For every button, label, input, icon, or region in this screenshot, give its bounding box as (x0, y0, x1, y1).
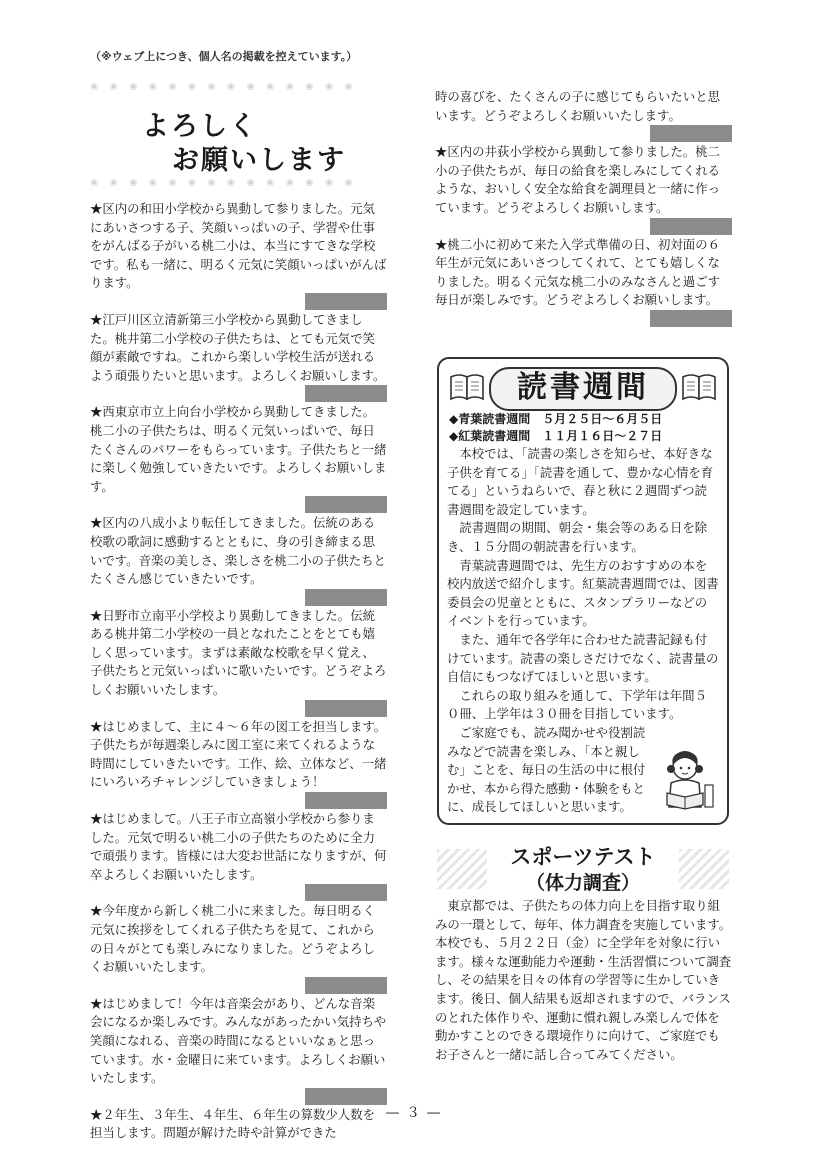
sports-test-header (437, 843, 729, 899)
message-text: ★区内の八成小より転任してきました。伝統のある校歌の歌詞に感動するとともに、身の引き締まる思いです。音楽の美しさ、楽しさを桃二小の子供たちとたくさん感じていきたいです。 (90, 515, 386, 587)
staff-message (90, 902, 387, 993)
title-line-1: よろしく (142, 111, 258, 142)
message-text: ★今年度から新しく桃二小に来ました。毎日明るく元気に挨拶をしてくれる子供たちを見て、これからの日々がとても楽しみになりました。どうぞよろしくお願いいたします。 (90, 903, 375, 975)
message-text: ★区内の井荻小学校から異動して参りました。桃二小の子供たちが、毎日の給食を楽しみにしてくれるような、おいしく安全な給食を調理員と一緒に作っています。どうぞよろしくお願いします。 (435, 144, 720, 215)
reading-week-box (437, 357, 729, 825)
greeting-title-block (90, 82, 390, 192)
staff-message (90, 403, 387, 513)
redacted-name (305, 884, 387, 901)
redacted-name (305, 589, 387, 606)
redacted-name (650, 125, 732, 142)
message-text: ★２年生、３年生、４年生、６年生の算数少人数を担当します。問題が解けた時や計算ができた (90, 1106, 375, 1141)
reading-paragraph: ご家庭でも、読み聞かせや役割読みなどで読書を楽しみ、「本と親しむ」ことを、毎日の生活の中に根付かせ、本から得た感動・体験をもとに、成長してほしいと思います。 (447, 724, 646, 815)
message-text: ★江戸川区立清新第三小学校から異動してきました。桃井第二小学校の子供たちは、とても元気で笑顔が素敵ですね。これから楽しい学校生活が送れるよう頑張りたいと思います。よろしくお願いします。 (90, 311, 386, 383)
title-line-2: お願いします (172, 145, 346, 176)
sports-paragraph: 東京都では、子供たちの体力向上を目指す取り組みの一環として、毎年、体力調査を実施しています。本校でも、５月２２日（金）に全学年を対象に行います。様々な運動能力や運動・生活習慣について調査し、その結果を日々の体育の学習等に生かしていきます。後日、個人結果も返却されますので、バランスのとれた体作りや、運動に慣れ親しみ楽しんで体を動かすことのできる環境作りに向けて、ご家庭でもお子さんと一緒に話し合ってみてください。 (435, 898, 732, 1062)
redacted-name (650, 310, 732, 327)
decorative-border-top: ❀ ❀ ❀ ❀ ❀ ❀ ❀ ❀ ❀ ❀ ❀ ❀ ❀ ❀ (90, 82, 357, 93)
staff-message (90, 995, 387, 1105)
redacted-name (305, 700, 387, 717)
page-number: — ３ — (385, 1105, 442, 1121)
message-text: ★はじめまして、主に４〜６年の図工を担当します。子供たちが毎週楽しみに図工室に来てくれるような時間にしていきたいです。工作、絵、立体など、一緒にいろいろチャレンジしていきましょう！ (90, 718, 387, 790)
staff-message (90, 200, 387, 310)
aoba-week-dates: ◆青葉読書週間 ５月２５日〜６月５日 (449, 412, 663, 426)
reading-week-title: 読書週間 (489, 367, 677, 411)
reading-paragraph: 青葉読書週間では、先生方のおすすめの本を校内放送で紹介します。紅葉読書週間では、図書委員会の児童とともに、スタンプラリーなどのイベントを行っています。 (447, 557, 719, 629)
staff-message (435, 88, 732, 142)
reading-paragraph: これらの取り組みを通して、下学年は年間５０冊、上学年は３０冊を目指しています。 (447, 687, 707, 722)
staff-message (435, 236, 732, 327)
privacy-notice: （※ウェブ上につき、個人名の掲載を控えています。） (90, 50, 358, 63)
right-column-messages (435, 88, 732, 328)
message-text: 時の喜びを、たくさんの子に感じてもらいたいと思います。どうぞよろしくお願いいたします。 (435, 89, 720, 123)
sports-test-title: スポーツテスト (510, 845, 656, 869)
staff-message (435, 143, 732, 234)
staff-message (90, 514, 387, 605)
decorative-border-bottom: ❀ ❀ ❀ ❀ ❀ ❀ ❀ ❀ ❀ ❀ ❀ ❀ ❀ ❀ (90, 178, 357, 189)
reading-paragraph: 読書週間の期間、朝会・集会等のある日を除き、１５分間の朝読書を行います。 (447, 520, 708, 554)
staff-message (90, 311, 387, 402)
reading-paragraph: 本校では、「読書の楽しさを知らせ、本好きな子供を育てる」「読書を通して、豊かな心情を育てる」というねらいで、春と秋に２週間ずつ読書週間を設定しています。 (447, 446, 714, 517)
redacted-name (305, 792, 387, 809)
momiji-week-dates: ◆紅葉読書週間 １１月１６日〜２７日 (449, 429, 663, 443)
message-text: ★はじめまして。八王子市立高嶺小学校から参りました。元気で明るい桃二小の子供たちのために全力で頑張ります。皆様には大変お世話になりますが、何卒よろしくお願いいたします。 (90, 811, 387, 882)
sports-test-subtitle: （体力調査） (525, 872, 640, 894)
left-column-messages (90, 200, 387, 1144)
redacted-name (305, 496, 387, 513)
staff-message (90, 607, 387, 717)
sports-test-body (435, 897, 732, 1064)
reading-paragraph: また、通年で各学年に合わせた読書記録も付けています。読書の楽しさだけでなく、読書量の自信にもつなげてほしいと思います。 (447, 631, 719, 685)
message-text: ★桃二小に初めて来た入学式準備の日、初対面の６年生が元気にあいさつしてくれて、とても嬉しくなりました。明るく元気な桃二小のみなさんと過ごす毎日が楽しみです。どうぞよろしくお願いします。 (435, 236, 720, 308)
open-book-icon (681, 371, 717, 405)
staff-message (90, 810, 387, 901)
redacted-name (305, 977, 387, 994)
reading-week-header (447, 367, 719, 411)
staff-message (90, 718, 387, 809)
reading-girl-illustration (655, 749, 717, 815)
message-text: ★日野市立南平小学校より異動してきました。伝統ある桃井第二小学校の一員となれたことをとても嬉しく思っています。まずは素敵な校歌を早く覚え、子供たちと元気いっぱいに歌いたいです。どうぞよろしくお願いいたします。 (90, 607, 387, 698)
message-text: ★はじめまして！今年は音楽会があり、どんな音楽会になるか楽しみです。みんながあったかい気持ちや笑顔になれる、音楽の時間になるといいなぁと思っています。水・金曜日に来ています。よろしくお願いいたします。 (90, 995, 387, 1086)
redacted-name (305, 385, 387, 402)
message-text: ★区内の和田小学校から異動して参りました。元気にあいさつする子、笑顔いっぱいの子、学習や仕事をがんばる子がいる桃二小は、本当にすてきな学校です。私も一緒に、明るく元気に笑顔いっぱいがんばります。 (90, 201, 387, 291)
message-text: ★西東京市立上向台小学校から異動してきました。桃二小の子供たちは、明るく元気いっぱいで、毎日たくさんのパワーをもらっています。子供たちと一緒に楽しく勉強していきたいです。よろしくお願いします。 (90, 404, 387, 494)
redacted-name (305, 293, 387, 310)
open-book-icon (449, 371, 485, 405)
redacted-name (650, 218, 732, 235)
